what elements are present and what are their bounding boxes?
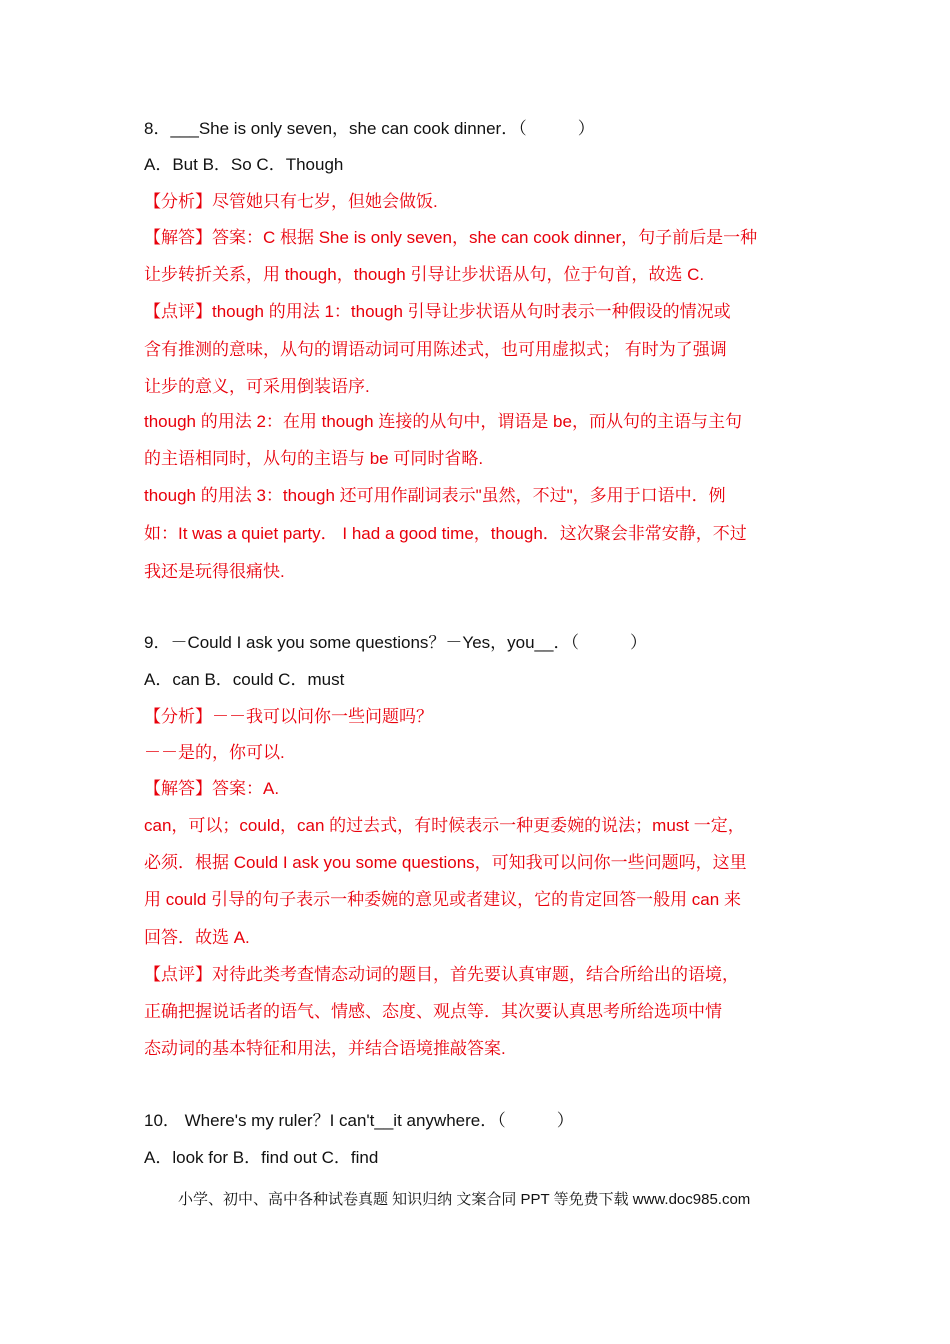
- q8-comment-line-1: 【点评】though 的用法 1：though 引导让步状语从句时表示一种假设的情况或: [144, 302, 731, 321]
- q8-answer-line-1: 【解答】答案：C 根据 She is only seven，she can cook dinner，句子前后是一种: [144, 228, 758, 247]
- q9-answer-line-1: 【解答】答案：A.: [144, 779, 280, 798]
- q10-options: A．look for B．find out C．find: [144, 1148, 379, 1167]
- q8-stem: 8．___She is only seven，she can cook dinner．（ ）: [144, 119, 595, 138]
- q8-answer-line-2: 让步转折关系，用 though，though 引导让步状语从句，位于句首，故选 C.: [144, 265, 705, 284]
- q8-comment-line-5: 的主语相同时，从句的主语与 be 可同时省略.: [144, 449, 484, 468]
- q9-answer-line-4: 用 could 引导的句子表示一种委婉的意见或者建议，它的肯定回答一般用 can 来: [144, 890, 741, 909]
- q8-analysis: 【分析】尽管她只有七岁，但她会做饭.: [144, 192, 438, 211]
- page-footer: 小学、初中、高中各种试卷真题 知识归纳 文案合同 PPT 等免费下载 www.doc985.com: [178, 1191, 751, 1208]
- q9-comment-line-3: 态动词的基本特征和用法，并结合语境推敲答案.: [144, 1039, 506, 1058]
- q9-answer-line-5: 回答．故选 A.: [144, 928, 250, 947]
- q10-stem: 10． Where's my ruler？I can't__it anywhere．（ ）: [144, 1111, 574, 1130]
- q9-stem: 9．－Could I ask you some questions？－Yes，you__．（ ）: [144, 633, 647, 652]
- q9-analysis-line-1: 【分析】－－我可以问你一些问题吗？: [144, 707, 433, 726]
- q9-comment-line-1: 【点评】对待此类考查情态动词的题目，首先要认真审题，结合所给出的语境，: [144, 965, 739, 984]
- q8-comment-line-8: 我还是玩得很痛快.: [144, 562, 285, 581]
- q8-comment-line-3: 让步的意义，可采用倒装语序.: [144, 377, 370, 396]
- q8-comment-line-4: though 的用法 2：在用 though 连接的从句中，谓语是 be，而从句的主语与主句: [144, 412, 742, 431]
- q9-analysis-line-2: －－是的，你可以.: [144, 743, 285, 762]
- q8-options: A．But B．So C．Though: [144, 155, 344, 174]
- q8-comment-line-7: 如：It was a quiet party． I had a good time，though．这次聚会非常安静，不过: [144, 524, 747, 543]
- q9-answer-line-3: 必须．根据 Could I ask you some questions，可知我可以问你一些问题吗，这里: [144, 853, 747, 872]
- q8-comment-line-2: 含有推测的意味，从句的谓语动词可用陈述式，也可用虚拟式； 有时为了强调: [144, 340, 727, 359]
- q9-comment-line-2: 正确把握说话者的语气、情感、态度、观点等．其次要认真思考所给选项中情: [144, 1002, 722, 1021]
- q9-answer-line-2: can，可以；could，can 的过去式，有时候表示一种更委婉的说法；must 一定，: [144, 816, 745, 835]
- q9-options: A．can B．could C．must: [144, 670, 345, 689]
- q8-comment-line-6: though 的用法 3：though 还可用作副词表示"虽然，不过"，多用于口语中．例: [144, 486, 726, 505]
